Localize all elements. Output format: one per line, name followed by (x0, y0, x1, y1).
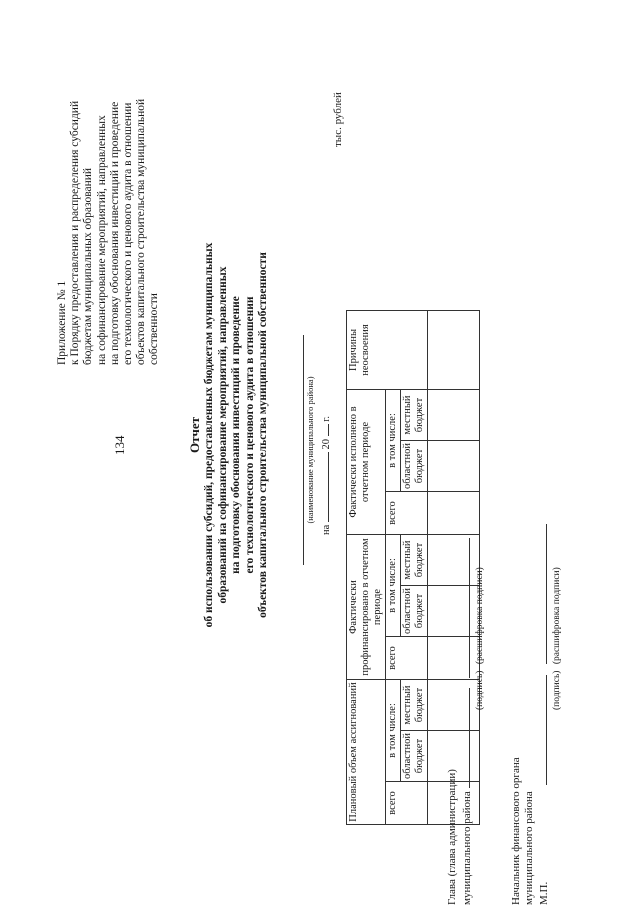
financed-local-header: местный бюджет (401, 535, 428, 586)
head-position-line1: Глава (глава администрации) (446, 769, 458, 905)
executed-regional-header: областной бюджет (401, 441, 428, 492)
head-position-line2 (459, 538, 474, 905)
appendix-line: к Порядку предоставления и распределения субсидий (69, 100, 82, 365)
table-unit: тыс. рублей (332, 92, 344, 147)
finance-sign-line (536, 524, 551, 905)
stamp-placeholder: М.П. (538, 881, 550, 905)
planned-local-header: местный бюджет (401, 680, 428, 731)
group-header-executed: Фактически исполнено в отчетном периоде (347, 390, 386, 535)
finance-position-line2: муниципального района (523, 791, 535, 905)
reasons-header: Причины неосвоения (347, 311, 428, 390)
planned-regional-header: областной бюджет (401, 731, 428, 782)
head-decode-caption: (расшифровка подписи) (475, 567, 485, 665)
table-header-row (347, 311, 386, 825)
financed-incl-header: в том числе: (386, 535, 401, 637)
year-blank (318, 424, 329, 436)
finance-sign-blank (536, 675, 547, 785)
report-subtitle-line: образований на софинансирование мероприятий, направленных (216, 266, 229, 604)
finance-decode-caption: (расшифровка подписи) (552, 567, 562, 665)
report-subtitle-line: его технологического и ценового аудита в отношении (243, 296, 256, 574)
table-cell (428, 492, 480, 535)
group-header-planned: Плановый объем ассигнований (347, 680, 386, 825)
finance-signature-block (510, 524, 564, 905)
executed-incl-header: в том числе: (386, 390, 401, 492)
report-subtitle-line: об использовании субсидий, предоставленных бюджетам муниципальных (203, 242, 216, 628)
appendix-line: на подготовку обоснования инвестиций и проведение (108, 101, 121, 365)
table-cell (428, 390, 480, 441)
appendix-line: на софинансирование мероприятий, направленных (95, 115, 108, 365)
municipality-blank-line (303, 335, 304, 565)
report-title-block (188, 135, 270, 735)
head-captions (474, 538, 487, 905)
financed-total-header: всего (386, 637, 428, 680)
planned-total-header: всего (386, 782, 428, 825)
finance-position-line1: Начальник финансового органа (510, 757, 522, 905)
appendix-line: собственности (148, 293, 161, 365)
finance-captions (551, 524, 564, 905)
page-number: 134 (112, 435, 127, 455)
head-sign-caption: (подпись) (475, 670, 485, 710)
report-subtitle-line: на подготовку обоснования инвестиций и проведение (230, 296, 243, 574)
report-title: Отчет (187, 417, 202, 453)
appendix-note (56, 35, 162, 365)
table-cell (428, 441, 480, 492)
head-signature-block (446, 538, 487, 905)
head-position-text: муниципального района (461, 791, 473, 905)
table-cell (428, 311, 480, 390)
report-subtitle-line: объектов капитального строительства муниципальной собственности (257, 252, 270, 618)
date-suffix: г. (321, 415, 332, 422)
executed-local-header: местный бюджет (401, 390, 428, 441)
appendix-line: бюджетам муниципальных образований (82, 167, 95, 365)
date-prefix: на (321, 524, 332, 535)
appendix-line: объектов капитального строительства муниципальной (135, 98, 148, 365)
date-blank (318, 452, 329, 522)
financed-regional-header: областной бюджет (401, 586, 428, 637)
finance-sign-caption: (подпись) (552, 670, 562, 710)
head-decode-blank (459, 538, 470, 678)
finance-decode-blank (536, 524, 547, 664)
group-header-financed: Фактически профинансировано в отчетном периоде (347, 535, 386, 680)
date-year: 20 (321, 438, 332, 450)
appendix-line: Приложение № 1 (56, 280, 68, 365)
appendix-line: его технологического и ценового аудита в отношении (122, 102, 135, 365)
planned-incl-header: в том числе: (386, 680, 401, 782)
executed-total-header: всего (386, 492, 428, 535)
head-sign-blank (459, 688, 470, 788)
municipality-caption: (наименование муниципального района) (305, 376, 315, 524)
report-date-row (318, 416, 332, 535)
